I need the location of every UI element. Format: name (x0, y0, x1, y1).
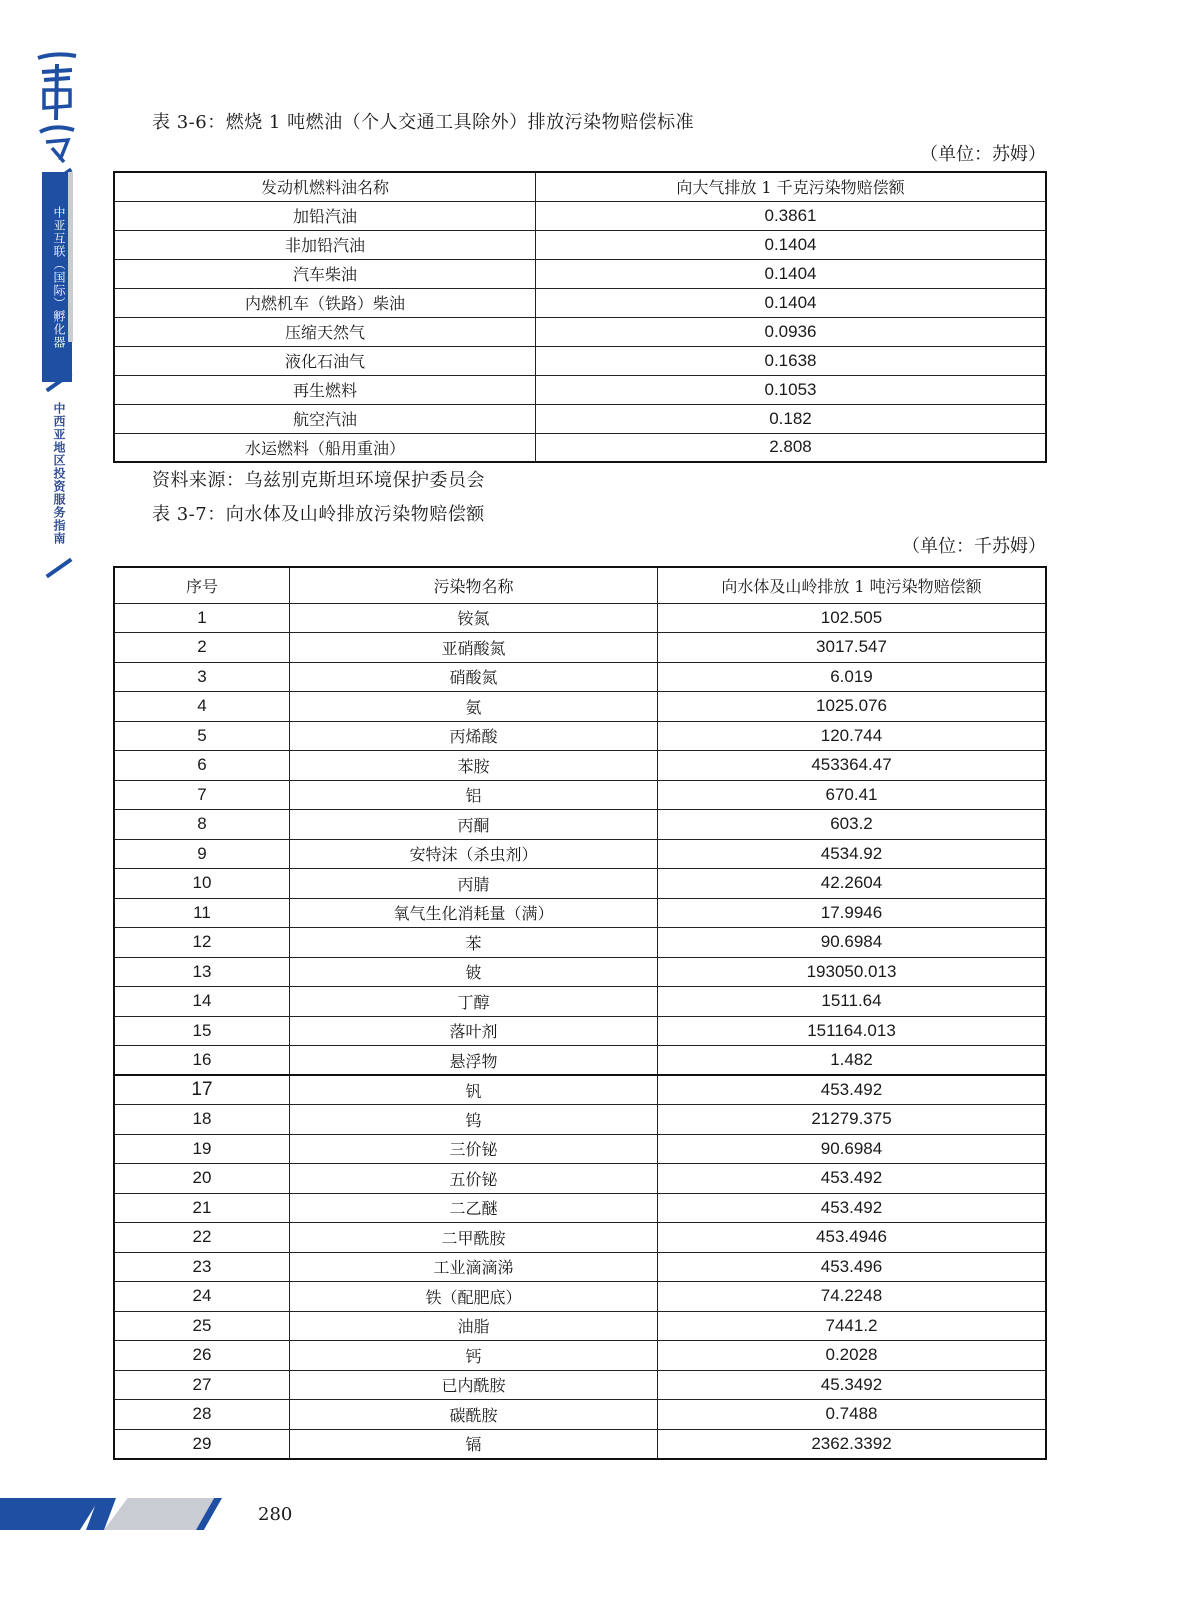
table-row (114, 1105, 1046, 1135)
column-header: 向水体及山岭排放 1 吨污染物赔偿额 (658, 567, 1047, 603)
compensation-value: 3017.547 (658, 633, 1047, 663)
table-header-row (114, 172, 1046, 201)
pollutant-name: 镉 (290, 1429, 658, 1459)
compensation-value: 120.744 (658, 721, 1047, 751)
table-row (114, 898, 1046, 928)
table-row (114, 1370, 1046, 1400)
row-index: 6 (114, 751, 290, 781)
compensation-value: 74.2248 (658, 1282, 1047, 1312)
table-row (114, 230, 1046, 259)
row-index: 8 (114, 810, 290, 840)
table1-caption: 表 3-6：燃烧 1 吨燃油（个人交通工具除外）排放污染物赔偿标准 (152, 112, 695, 133)
compensation-value: 4534.92 (658, 839, 1047, 869)
compensation-value: 193050.013 (658, 957, 1047, 987)
pollutant-name: 硝酸氮 (290, 662, 658, 692)
column-header: 污染物名称 (290, 567, 658, 603)
fuel-name: 再生燃料 (114, 375, 536, 404)
pollutant-name: 丙酮 (290, 810, 658, 840)
compensation-value: 45.3492 (658, 1370, 1047, 1400)
footer-stripe (0, 1498, 100, 1530)
water-pollutant-table (113, 566, 1047, 1460)
pollutant-name: 丙烯酸 (290, 721, 658, 751)
table2-unit: （单位：千苏姆） (902, 536, 1046, 557)
table-row (114, 1341, 1046, 1371)
row-index: 20 (114, 1164, 290, 1194)
table-row (114, 721, 1046, 751)
compensation-value: 17.9946 (658, 898, 1047, 928)
fuel-name: 非加铅汽油 (114, 230, 536, 259)
row-index: 24 (114, 1282, 290, 1312)
table-row (114, 288, 1046, 317)
compensation-value: 151164.013 (658, 1016, 1047, 1046)
row-index: 29 (114, 1429, 290, 1459)
table1-unit: （单位：苏姆） (920, 144, 1046, 165)
compensation-value: 0.3861 (536, 201, 1047, 230)
row-index: 27 (114, 1370, 290, 1400)
table-row (114, 1400, 1046, 1430)
table-row (114, 1311, 1046, 1341)
compensation-value: 0.2028 (658, 1341, 1047, 1371)
row-index: 21 (114, 1193, 290, 1223)
row-index: 17 (114, 1075, 290, 1105)
pollutant-name: 五价铋 (290, 1164, 658, 1194)
side-label-incubator: 中亚互联（国际）孵化器 (52, 206, 66, 349)
fuel-name: 汽车柴油 (114, 259, 536, 288)
pollutant-name: 二乙醚 (290, 1193, 658, 1223)
table-row (114, 259, 1046, 288)
pollutant-name: 已内酰胺 (290, 1370, 658, 1400)
table-row (114, 810, 1046, 840)
pollutant-name: 碳酰胺 (290, 1400, 658, 1430)
row-index: 7 (114, 780, 290, 810)
pollutant-name: 亚硝酸氮 (290, 633, 658, 663)
compensation-value: 0.1638 (536, 346, 1047, 375)
table-row (114, 751, 1046, 781)
compensation-value: 670.41 (658, 780, 1047, 810)
column-header: 发动机燃料油名称 (114, 172, 536, 201)
compensation-value: 90.6984 (658, 928, 1047, 958)
row-index: 14 (114, 987, 290, 1017)
row-index: 3 (114, 662, 290, 692)
row-index: 18 (114, 1105, 290, 1135)
table-row (114, 375, 1046, 404)
pollutant-name: 苯 (290, 928, 658, 958)
fuel-name: 压缩天然气 (114, 317, 536, 346)
row-index: 16 (114, 1046, 290, 1076)
table-row (114, 1223, 1046, 1253)
pollutant-name: 氨 (290, 692, 658, 722)
pollutant-name: 二甲酰胺 (290, 1223, 658, 1253)
compensation-value: 0.0936 (536, 317, 1047, 346)
pollutant-name: 钒 (290, 1075, 658, 1105)
column-header: 向大气排放 1 千克污染物赔偿额 (536, 172, 1047, 201)
compensation-value: 1025.076 (658, 692, 1047, 722)
side-divider (46, 558, 73, 578)
row-index: 5 (114, 721, 290, 751)
row-index: 2 (114, 633, 290, 663)
fuel-name: 液化石油气 (114, 346, 536, 375)
row-index: 4 (114, 692, 290, 722)
pollutant-name: 安特沫（杀虫剂） (290, 839, 658, 869)
row-index: 23 (114, 1252, 290, 1282)
compensation-value: 1511.64 (658, 987, 1047, 1017)
table-row (114, 346, 1046, 375)
table-row (114, 1193, 1046, 1223)
table-row (114, 1252, 1046, 1282)
pollutant-name: 落叶剂 (290, 1016, 658, 1046)
compensation-value: 0.7488 (658, 1400, 1047, 1430)
compensation-value: 1.482 (658, 1046, 1047, 1076)
fuel-name: 航空汽油 (114, 404, 536, 433)
compensation-value: 21279.375 (658, 1105, 1047, 1135)
compensation-value: 453.492 (658, 1075, 1047, 1105)
table-row (114, 692, 1046, 722)
pollutant-name: 悬浮物 (290, 1046, 658, 1076)
row-index: 13 (114, 957, 290, 987)
table-row (114, 1046, 1046, 1076)
compensation-value: 0.1404 (536, 259, 1047, 288)
table-row (114, 433, 1046, 462)
row-index: 12 (114, 928, 290, 958)
row-index: 22 (114, 1223, 290, 1253)
table-row (114, 928, 1046, 958)
table-row (114, 201, 1046, 230)
fuel-name: 加铅汽油 (114, 201, 536, 230)
table2-caption: 表 3-7：向水体及山岭排放污染物赔偿额 (152, 504, 485, 525)
row-index: 10 (114, 869, 290, 899)
compensation-value: 453.492 (658, 1164, 1047, 1194)
table-header-row (114, 567, 1046, 603)
column-header: 序号 (114, 567, 290, 603)
table-row (114, 1429, 1046, 1459)
row-index: 15 (114, 1016, 290, 1046)
table-row (114, 1282, 1046, 1312)
pollutant-name: 铁（配肥底） (290, 1282, 658, 1312)
compensation-value: 453.492 (658, 1193, 1047, 1223)
pollutant-name: 铍 (290, 957, 658, 987)
pollutant-name: 钨 (290, 1105, 658, 1135)
compensation-value: 2362.3392 (658, 1429, 1047, 1459)
table-row (114, 662, 1046, 692)
side-label-guide: 中西亚地区投资服务指南 (52, 402, 66, 545)
compensation-value: 0.1404 (536, 230, 1047, 259)
compensation-value: 0.182 (536, 404, 1047, 433)
row-index: 26 (114, 1341, 290, 1371)
compensation-value: 0.1404 (536, 288, 1047, 317)
page-number: 280 (258, 1504, 293, 1525)
table-row (114, 1016, 1046, 1046)
table-row (114, 1164, 1046, 1194)
pollutant-name: 三价铋 (290, 1134, 658, 1164)
compensation-value: 453.496 (658, 1252, 1047, 1282)
compensation-value: 453364.47 (658, 751, 1047, 781)
pollutant-name: 苯胺 (290, 751, 658, 781)
table-row (114, 1134, 1046, 1164)
compensation-value: 6.019 (658, 662, 1047, 692)
compensation-value: 42.2604 (658, 869, 1047, 899)
pollutant-name: 油脂 (290, 1311, 658, 1341)
table-row (114, 839, 1046, 869)
compensation-value: 453.4946 (658, 1223, 1047, 1253)
compensation-value: 7441.2 (658, 1311, 1047, 1341)
pollutant-name: 丁醇 (290, 987, 658, 1017)
compensation-value: 0.1053 (536, 375, 1047, 404)
belt-road-logo-icon (34, 50, 80, 170)
fuel-emission-table (113, 171, 1047, 463)
compensation-value: 603.2 (658, 810, 1047, 840)
row-index: 9 (114, 839, 290, 869)
pollutant-name: 丙腈 (290, 869, 658, 899)
fuel-name: 内燃机车（铁路）柴油 (114, 288, 536, 317)
pollutant-name: 氧气生化消耗量（满） (290, 898, 658, 928)
pollutant-name: 钙 (290, 1341, 658, 1371)
table-row (114, 603, 1046, 633)
compensation-value: 2.808 (536, 433, 1047, 462)
pollutant-name: 铝 (290, 780, 658, 810)
pollutant-name: 铵氮 (290, 603, 658, 633)
compensation-value: 90.6984 (658, 1134, 1047, 1164)
fuel-name: 水运燃料（船用重油） (114, 433, 536, 462)
row-index: 1 (114, 603, 290, 633)
row-index: 25 (114, 1311, 290, 1341)
row-index: 19 (114, 1134, 290, 1164)
table-row (114, 1075, 1046, 1105)
table-row (114, 633, 1046, 663)
compensation-value: 102.505 (658, 603, 1047, 633)
table-row (114, 317, 1046, 346)
table-row (114, 957, 1046, 987)
table-row (114, 404, 1046, 433)
table-row (114, 780, 1046, 810)
row-index: 28 (114, 1400, 290, 1430)
row-index: 11 (114, 898, 290, 928)
table-row (114, 869, 1046, 899)
pollutant-name: 工业滴滴涕 (290, 1252, 658, 1282)
table-row (114, 987, 1046, 1017)
side-band-accent (68, 172, 73, 342)
source-note: 资料来源：乌兹别克斯坦环境保护委员会 (152, 470, 485, 491)
